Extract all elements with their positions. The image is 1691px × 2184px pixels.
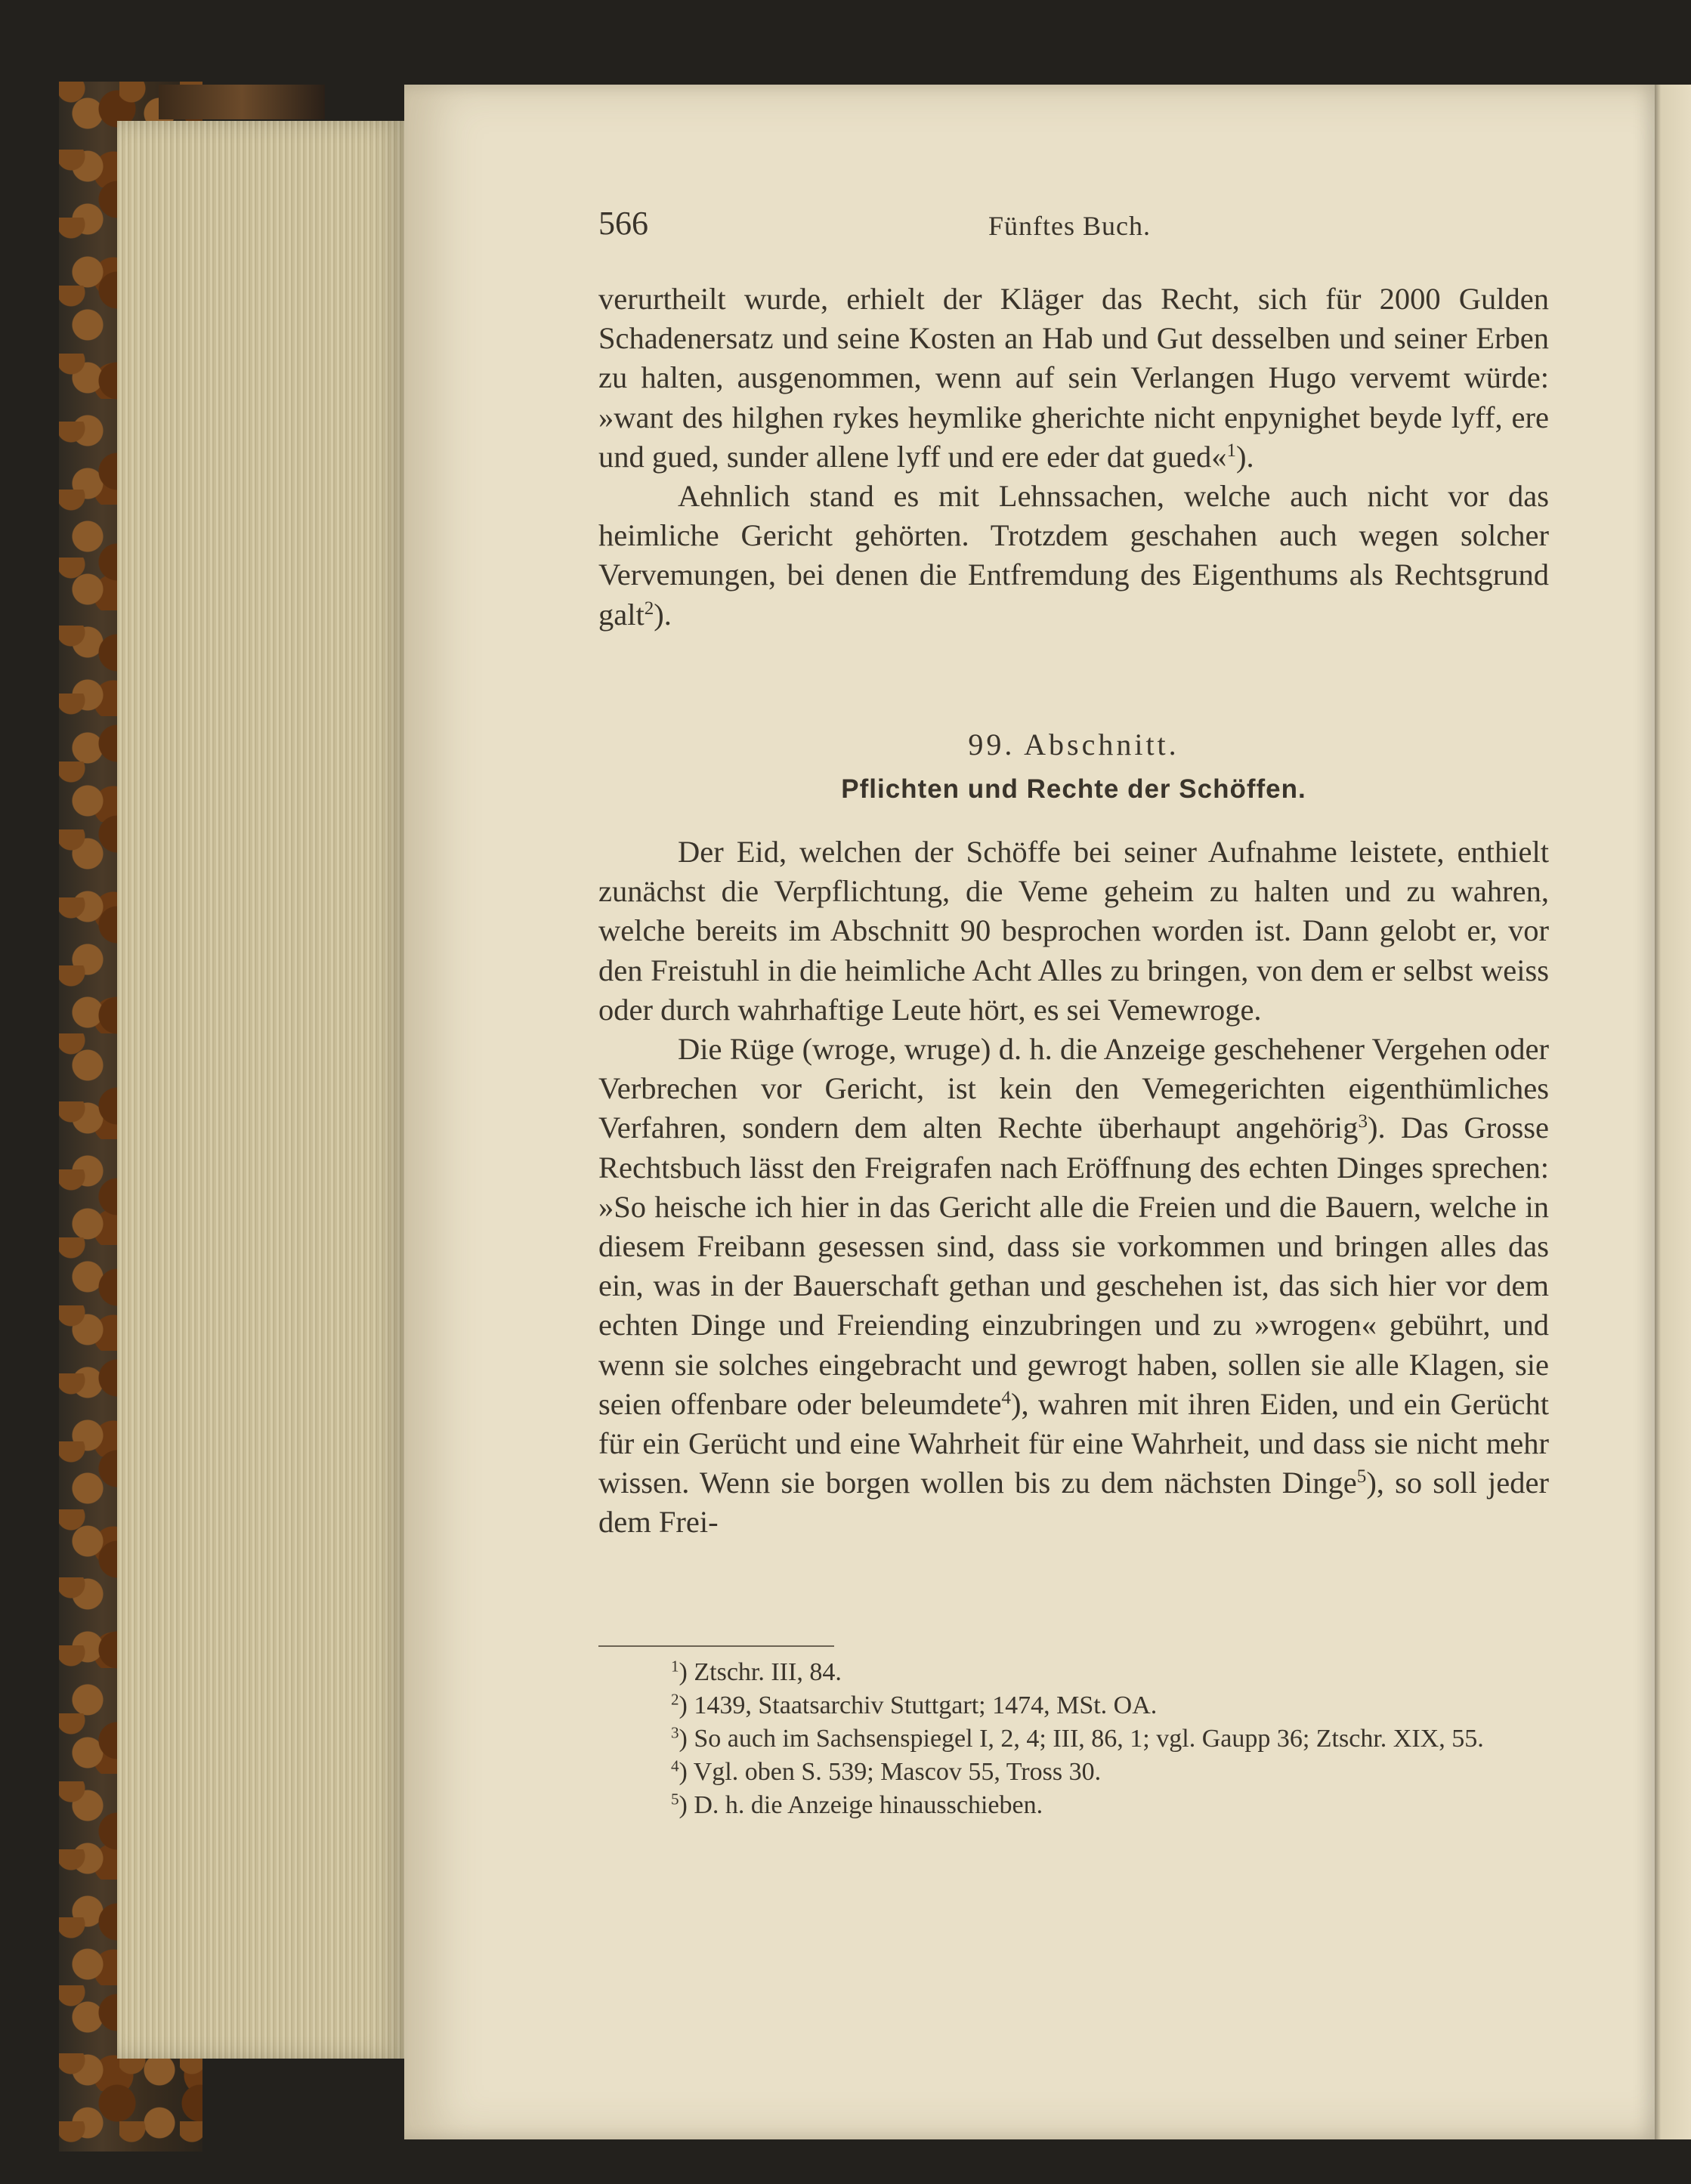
footnote-separator (598, 1645, 834, 1647)
footnote-ref: 4 (1001, 1388, 1011, 1409)
paragraph: Aehnlich stand es mit Lehnssachen, welche auch nicht vor das heimliche Gericht gehörten. Trotzdem geschahen auch wegen solcher Vervemungen, bei denen die Entfremdung des Eigenthums als Rechtsgrund galt$^2$). (598, 479, 1549, 632)
page-number: 566 (598, 205, 648, 242)
binding-edge (159, 85, 325, 119)
footnote: $^2$) 1439, Staatsarchiv Stuttgart; 1474, MSt. OA. (671, 1690, 1158, 1719)
footnote: $^1$) Ztschr. III, 84. (671, 1657, 842, 1686)
footnote: $^4$) Vgl. oben S. 539; Mascov 55, Tross 30. (671, 1756, 1102, 1786)
footnote: $^5$) D. h. die Anzeige hinausschieben. (671, 1790, 1043, 1819)
footnote-ref: 3 (1358, 1111, 1368, 1132)
page-block-edge (117, 121, 408, 2059)
chapter-number: 99. Abschnitt. (968, 727, 1179, 761)
body-text-main (598, 833, 1549, 1543)
footnote-ref: 5 (1356, 1466, 1367, 1487)
footnote-ref: 1 (1226, 440, 1237, 462)
running-head: Fünftes Buch. (988, 211, 1151, 241)
facing-page-edge (1651, 85, 1691, 2139)
footnote-ref: 2 (644, 598, 654, 619)
section-heading (598, 727, 1549, 805)
section-title: Pflichten und Rechte der Schöffen. (841, 774, 1306, 804)
page-header (598, 204, 1549, 246)
body-text-top (598, 280, 1549, 635)
paragraph: Die Rüge (wroge, wruge) d. h. die Anzeige geschehener Vergehen oder Verbrechen vor Gericht, ist kein den Vemegerichten eigenthümliches Verfahren, sondern dem alten Rechte überhaupt angehörig$^3$). Das Grosse Rechtsbuch lässt den Freigrafen nach Eröffnung des echten Dinges sprechen: »So heische ich hier in das Gericht alle die Freien und die Bauern, welche in diesem Freibann gesessen sind, dass sie vorkommen und bringen alles das ein, was in der Bauerschaft gethan und geschehen ist, das sich hier vor dem echten Dinge und Freiending einzubringen und zu »wrogen« gebührt, und wenn sie solches eingebracht und gewrogt haben, sollen sie alle Klagen, sie seien offenbare oder beleumdete$^4$), wahren mit ihren Eiden, und ein Gerücht für ein Gerücht und eine Wahrheit für eine Wahrheit, und dass sie nicht mehr wissen. Wenn sie borgen wollen bis zu dem nächsten Dinge$^5$), so soll jeder dem Frei- (598, 1032, 1549, 1540)
footnotes (598, 1656, 1549, 1822)
footnote: $^3$) So auch im Sachsenspiegel I, 2, 4; III, 86, 1; vgl. Gaupp 36; Ztschr. XIX, 55. (671, 1723, 1484, 1753)
paragraph: verurtheilt wurde, erhielt der Kläger das Recht, sich für 2000 Gulden Schadenersatz und seine Kosten an Hab und Gut desselben und seiner Erben zu halten, ausgenommen, wenn auf sein Verlangen Hugo vervemt würde: »want des hilghen rykes heymlike gherichte nicht enpynighet beyde lyff, ere und gued, sunder allene lyff und ere eder dat gued«$^1$). (598, 282, 1549, 474)
paragraph: Der Eid, welchen der Schöffe bei seiner Aufnahme leistete, enthielt zunächst die Verpflichtung, die Veme geheim zu halten und zu wahren, welche bereits im Abschnitt 90 besprochen worden ist. Dann gelobt er, vor den Freistuhl in die heimliche Acht Alles zu bringen, von dem er selbst weiss oder durch wahrhaftige Leute hört, es sei Vemewroge. (598, 835, 1549, 1027)
